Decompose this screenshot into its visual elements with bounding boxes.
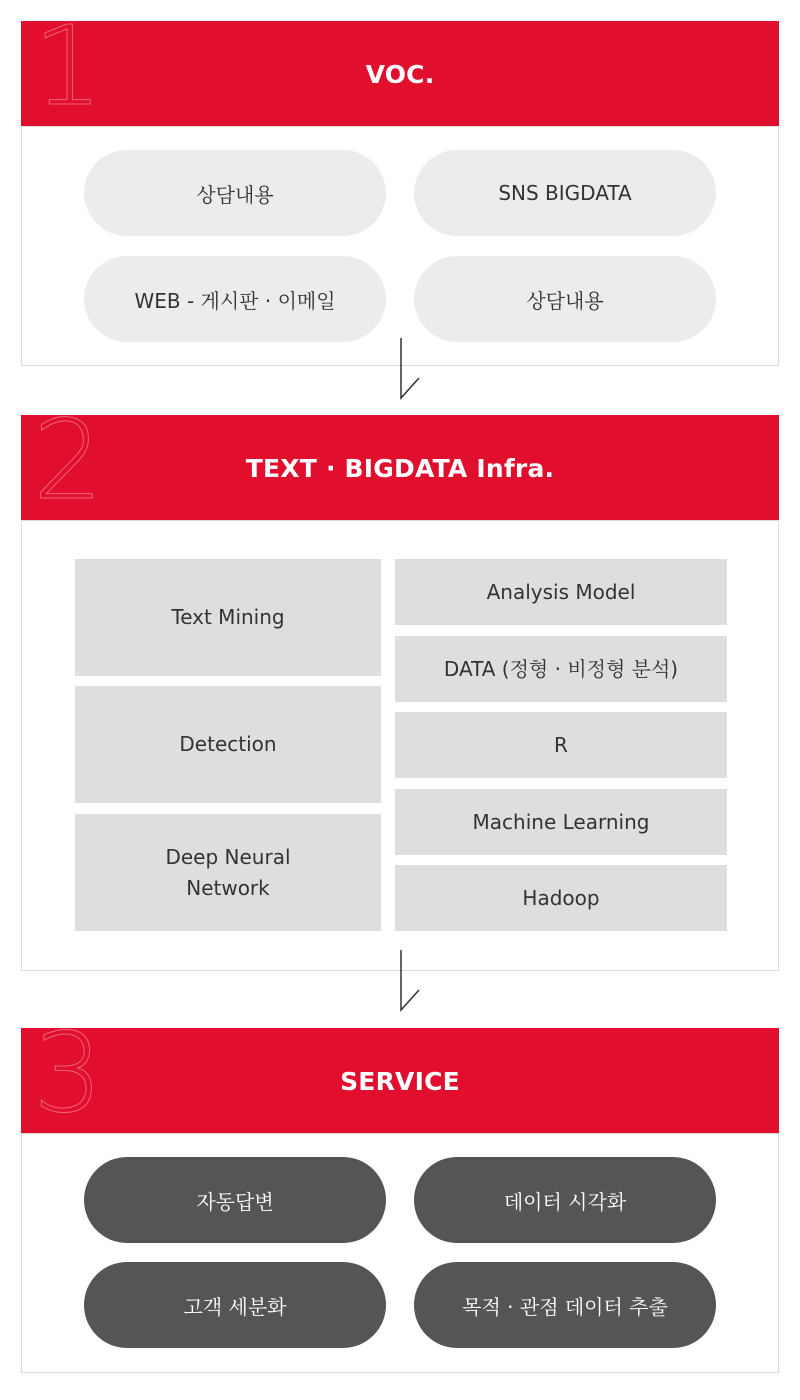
infra-cell-r: R bbox=[395, 712, 727, 778]
section-1-number: 1 bbox=[33, 21, 103, 127]
service-item-data-extraction: 목적 · 관점 데이터 추출 bbox=[414, 1262, 716, 1348]
section-3-title: SERVICE bbox=[340, 1066, 460, 1096]
infra-cell-hadoop: Hadoop bbox=[395, 865, 727, 931]
infra-cell-detection: Detection bbox=[75, 686, 381, 803]
infra-cell-deep-neural-network: Deep Neural Network bbox=[75, 814, 381, 931]
voc-item-consulting: 상담내용 bbox=[84, 150, 386, 236]
infra-cell-analysis-model: Analysis Model bbox=[395, 559, 727, 625]
service-item-data-visualization: 데이터 시각화 bbox=[414, 1157, 716, 1243]
infra-cell-text-mining: Text Mining bbox=[75, 559, 381, 676]
voc-item-consulting-2: 상담내용 bbox=[414, 256, 716, 342]
voc-item-web: WEB - 게시판 · 이메일 bbox=[84, 256, 386, 342]
service-item-auto-reply: 자동답변 bbox=[84, 1157, 386, 1243]
section-2-number: 2 bbox=[33, 415, 103, 521]
section-2-title: TEXT · BIGDATA Infra. bbox=[245, 453, 555, 483]
section-1-title: VOC. bbox=[365, 59, 435, 89]
section-3-number: 3 bbox=[33, 1028, 103, 1134]
down-arrow-icon bbox=[395, 950, 425, 1012]
voc-item-sns-bigdata: SNS BIGDATA bbox=[414, 150, 716, 236]
section-2-header bbox=[21, 415, 779, 521]
section-3-header bbox=[21, 1028, 779, 1134]
service-item-customer-segmentation: 고객 세분화 bbox=[84, 1262, 386, 1348]
infra-cell-data-analysis: DATA (정형 · 비정형 분석) bbox=[395, 636, 727, 702]
down-arrow-icon bbox=[395, 338, 425, 400]
section-1-header bbox=[21, 21, 779, 127]
infra-cell-machine-learning: Machine Learning bbox=[395, 789, 727, 855]
